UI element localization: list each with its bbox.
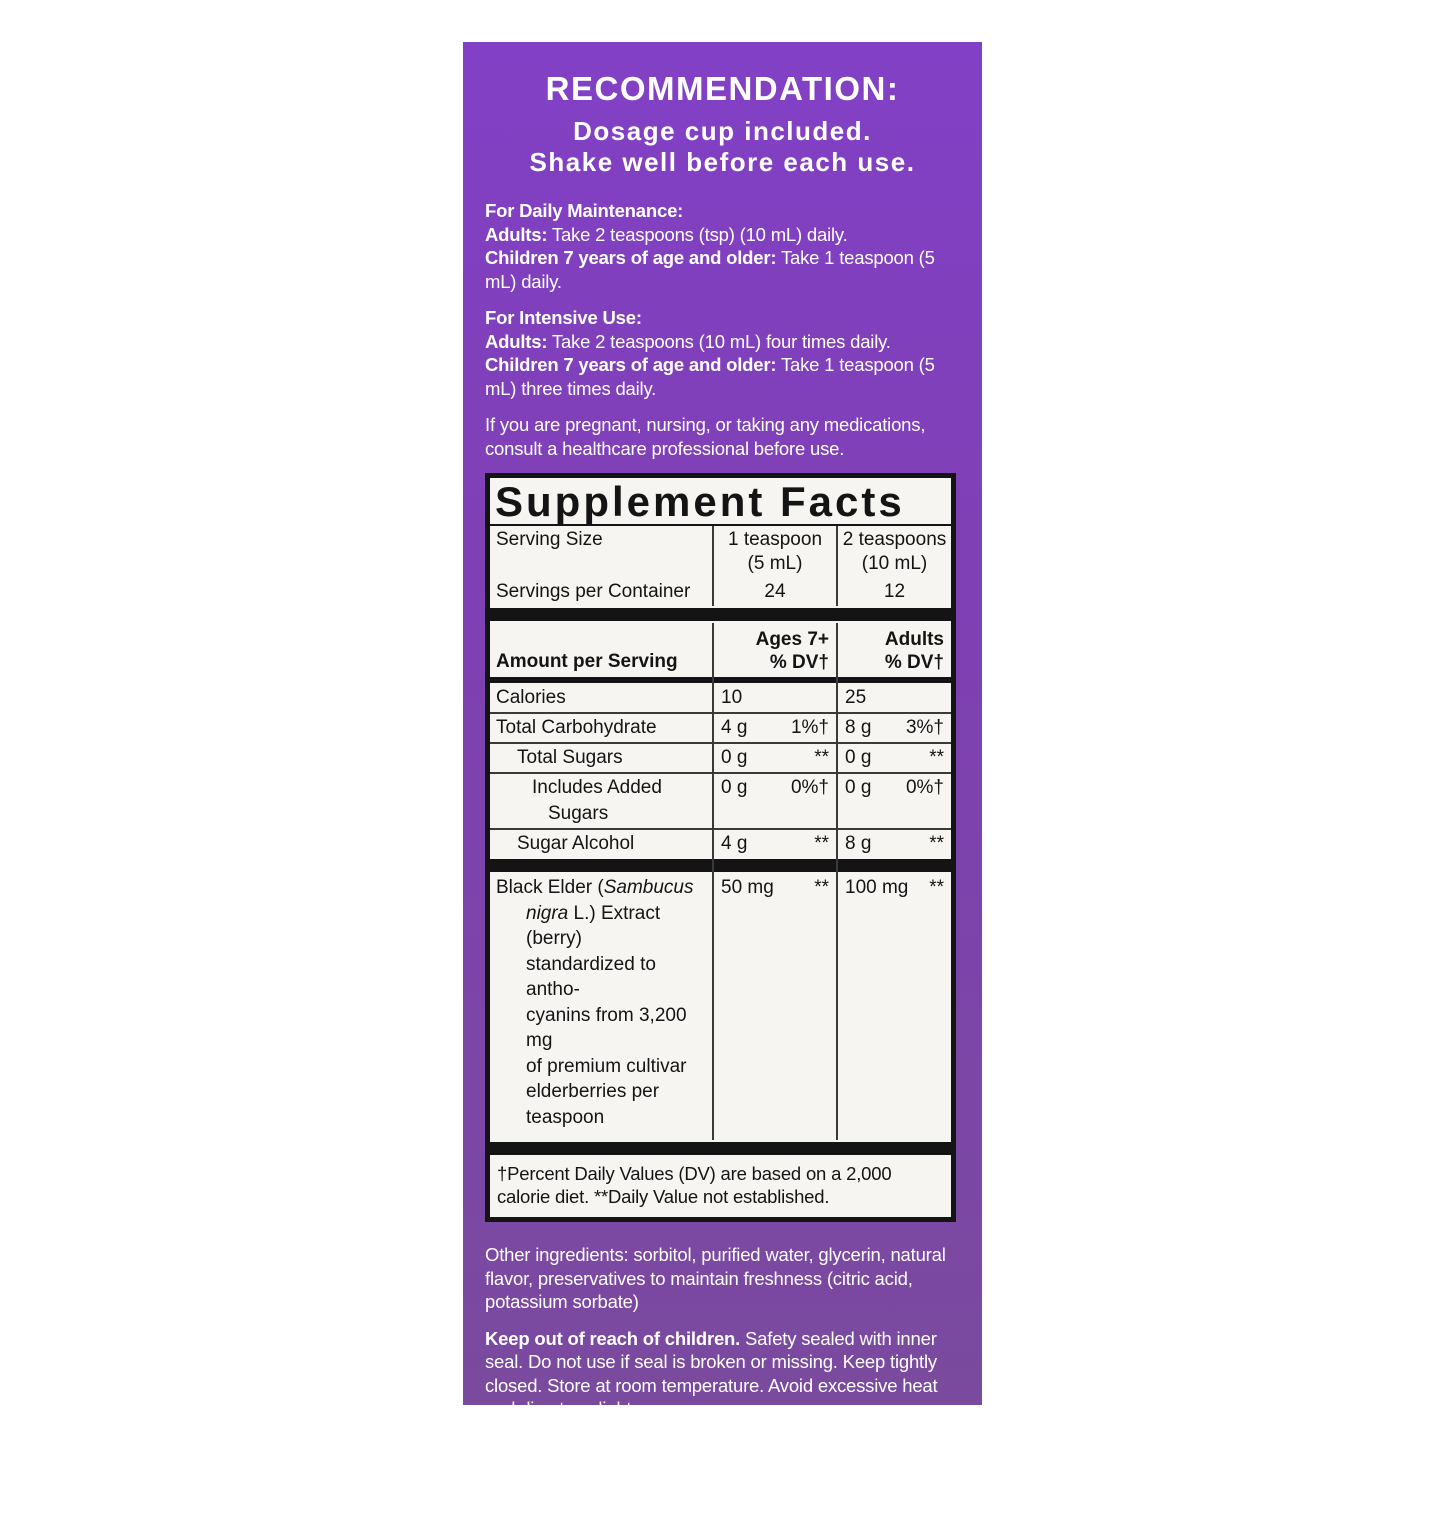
serving-size-label: Serving Size — [496, 529, 603, 550]
serving-size-col1: 1 teaspoon (5 mL) — [712, 526, 836, 578]
servings-count-col1: 24 — [712, 578, 836, 606]
address-line: Green Bay, WI 54311 USA — [485, 1466, 699, 1488]
mid-divider-bars — [490, 858, 951, 873]
intensive-use-heading: For Intensive Use: — [485, 307, 642, 328]
daily-adults-label: Adults: — [485, 223, 548, 245]
intensive-adults-text: Take 2 teaspoons (10 mL) four times daily. — [547, 330, 891, 352]
daily-adults-text: Take 2 teaspoons (tsp) (10 mL) daily. — [547, 223, 848, 245]
keep-out-label: Keep out of reach of children. — [485, 1327, 741, 1349]
questions-label: Questions? — [485, 1514, 585, 1536]
daily-children-label: Children 7 years of age and older: — [485, 247, 777, 268]
questions-contact: 1-800-962-8873 / naturesway.com — [584, 1514, 864, 1536]
intensive-adults-line — [485, 330, 960, 354]
serving-size-row — [490, 526, 951, 578]
column-headers-row — [490, 623, 951, 676]
keep-out-text: Safety sealed with inner seal. Do not use if seal is broken or missing. Keep tightly closed. Store at room temperature. Avoid excessive heat and direct sunlight. — [485, 1327, 938, 1419]
bottled-line: Bottled and tested in the USA — [485, 1490, 722, 1512]
copyright-line: ©2024 Nature’s Way Brands, LLC — [485, 1442, 757, 1464]
intensive-adults-label: Adults: — [485, 330, 548, 352]
daily-adults-line — [485, 223, 960, 247]
adults-dv-header: Adults % DV† — [836, 623, 951, 676]
nutrient-row-total-carbohydrate: Total Carbohydrate 4 g 1%† 8 g 3%† — [490, 714, 951, 744]
serving-size-col2: 2 teaspoons (10 mL) — [836, 526, 951, 578]
divider-bar-bottom — [490, 1142, 951, 1155]
other-ingredients: Other ingredients: sorbitol, purified water, glycerin, natural flavor, preservatives to maintain freshness (citric acid, potassium sorbate) — [485, 1244, 946, 1312]
amount-per-serving-label: Amount per Serving — [496, 651, 678, 672]
nutrient-row-calories: Calories 10 25 — [490, 684, 951, 714]
daily-children-line — [485, 246, 960, 293]
recommendation-line-2: Shake well before each use. — [529, 147, 916, 177]
pregnancy-warning: If you are pregnant, nursing, or taking any medications, consult a healthcare professional before use. — [485, 414, 926, 459]
ages7-dv-header: Ages 7+ % DV† — [712, 623, 836, 676]
intensive-children-text: Take 1 teaspoon (5 mL) three times daily. — [485, 354, 935, 399]
daily-maintenance-section — [485, 199, 960, 293]
daily-maintenance-heading: For Daily Maintenance: — [485, 200, 684, 221]
product-box-back-panel — [463, 42, 982, 1536]
divider-bar-top — [490, 608, 951, 621]
recommendation-title: RECOMMENDATION: — [545, 70, 900, 107]
daily-children-text: Take 1 teaspoon (5 mL) daily. — [485, 247, 935, 292]
intensive-children-line — [485, 353, 960, 400]
intensive-children-label: Children 7 years of age and older: — [485, 354, 777, 375]
header-underline-bars — [490, 676, 951, 684]
supplement-facts-title: Supplement Facts — [490, 478, 951, 526]
supplement-facts-panel — [485, 473, 956, 1222]
nutrient-row-added-sugars: Includes Added Sugars 0 g 0%† 0 g 0%† — [490, 774, 951, 830]
daily-value-footnote: †Percent Daily Values (DV) are based on a 2,000 calorie diet. **Daily Value not established. — [497, 1163, 892, 1207]
servings-per-container-row — [490, 578, 951, 606]
servings-per-container-label: Servings per Container — [496, 581, 691, 602]
servings-count-col2: 12 — [836, 578, 951, 606]
questions-line — [485, 1514, 960, 1538]
nutrient-row-black-elder: Black Elder (Sambucus nigra L.) Extract (berry) standardized to antho- cyanins from 3,200 mg of premium cultivar elderberries per teaspoon 50 mg ** 100 mg ** — [490, 873, 951, 1140]
manufacturer-footer — [485, 1442, 960, 1538]
recommendation-line-1: Dosage cup included. — [573, 116, 872, 146]
intensive-use-section — [485, 306, 960, 400]
nutrient-row-total-sugars: Total Sugars 0 g ** 0 g ** — [490, 744, 951, 774]
nutrient-row-sugar-alcohol: Sugar Alcohol 4 g ** 8 g ** — [490, 830, 951, 858]
keep-out-of-reach-warning — [485, 1327, 960, 1421]
